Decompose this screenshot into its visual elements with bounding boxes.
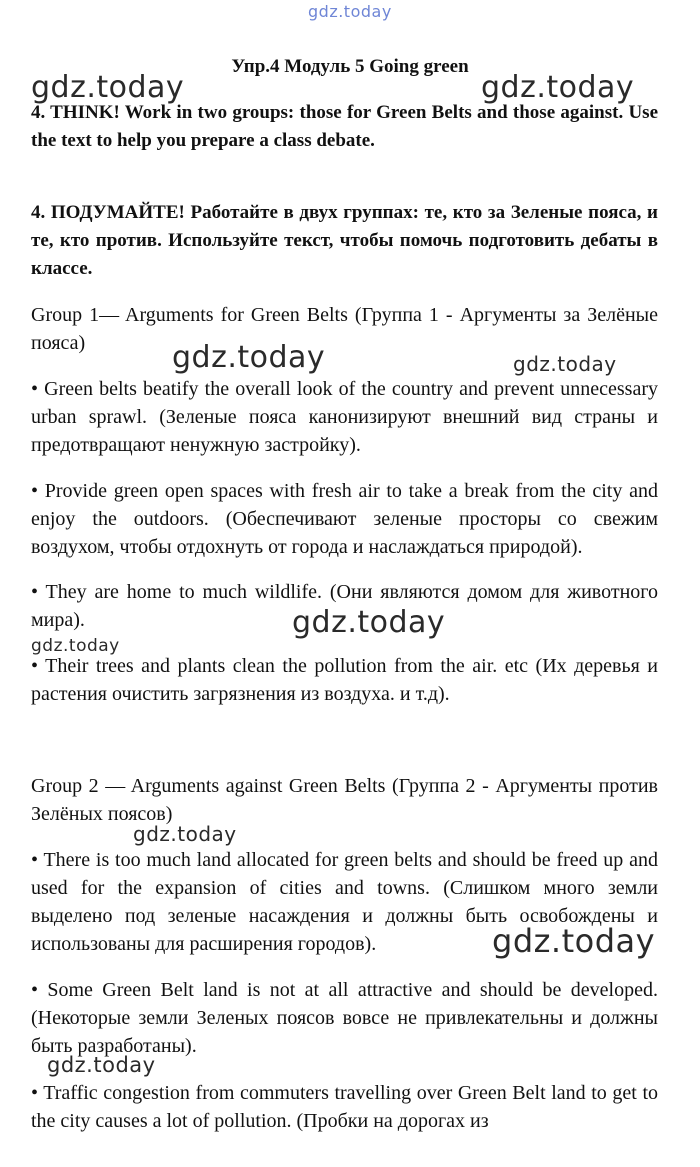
group1-item: • Provide green open spaces with fresh air to take a break from the city and enjoy the outdoors. (Обеспечивают зеленые просторы со свежим воздухом, чтобы отдохнуть от города и наслаждаться природой). — [31, 480, 658, 558]
group1-item: • They are home to much wildlife. (Они являются домом для животного мира). — [31, 581, 658, 631]
watermark: gdz.today — [31, 636, 120, 656]
group2-item: • There is too much land allocated for green belts and should be freed up and used for the expansion of cities and towns. (Слишком много земли выделено под зеленые насаждения и должны быть освобождены и использованы для расширения городов). — [31, 849, 658, 955]
group1-item: • Their trees and plants clean the pollution from the air. etc (Их деревья и растения очистить загрязнения из воздуха. и т.д). — [31, 655, 658, 705]
task-english: 4. THINK! Work in two groups: those for Green Belts and those against. Use the text to help you prepare a class debate. — [31, 102, 658, 151]
watermark: gdz.today — [172, 340, 326, 375]
task-russian: 4. ПОДУМАЙТЕ! Работайте в двух группах: те, кто за Зеленые пояса, и те, кто против. Используйте текст, чтобы помочь подготовить дебаты в классе. — [31, 202, 658, 279]
exercise-heading: Упр.4 Модуль 5 Going green — [231, 56, 469, 77]
watermark: gdz.today — [47, 1053, 156, 1077]
watermark: gdz.today — [133, 822, 237, 846]
watermark: gdz.today — [481, 70, 635, 105]
group2-item: • Traffic congestion from commuters travelling over Green Belt land to get to the city causes a lot of pollution. (Пробки на дорогах из — [31, 1082, 658, 1132]
group2-item: • Some Green Belt land is not at all attractive and should be developed. (Некоторые земли Зеленых поясов вовсе не привлекательны и должны быть разработаны). — [31, 979, 658, 1057]
watermark-top: gdz.today — [308, 2, 392, 21]
watermark: gdz.today — [292, 605, 446, 640]
watermark: gdz.today — [513, 352, 617, 376]
group1-title: Group 1— Arguments for Green Belts (Группа 1 - Аргументы за Зелёные пояса) — [31, 304, 658, 354]
group1-item: • Green belts beatify the overall look of the country and prevent unnecessary urban sprawl. (Зеленые пояса канонизируют внешний вид страны и предотвращают ненужную застройку). — [31, 378, 658, 456]
watermark: gdz.today — [31, 70, 185, 105]
watermark: gdz.today — [492, 922, 656, 960]
group2-title: Group 2 — Arguments against Green Belts (Группа 2 - Аргументы против Зелёных поясов) — [31, 775, 658, 825]
